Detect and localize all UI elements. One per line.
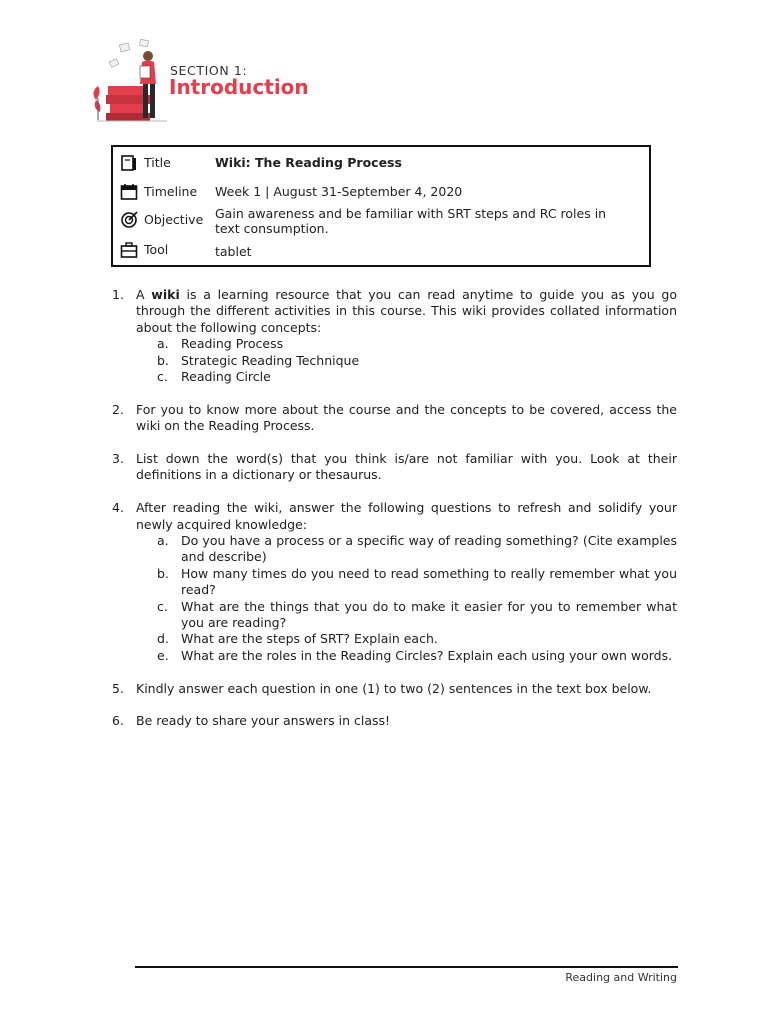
item-number: 3. xyxy=(112,451,124,467)
list-item xyxy=(112,402,677,435)
item-text: Kindly answer each question in one (1) to two (2) sentences in the text box below. xyxy=(136,680,652,696)
item-text: After reading the wiki, answer the following questions to refresh and solidify your newly acquired knowledge: xyxy=(136,500,677,532)
reading-person-illustration xyxy=(92,38,172,124)
item-text: Be ready to share your answers in class! xyxy=(136,713,391,729)
list-item xyxy=(112,681,677,697)
toolbox-icon xyxy=(120,241,138,259)
sub-item: c. Reading Circle xyxy=(157,369,271,385)
item-number: 4. xyxy=(112,500,124,516)
sub-item: e. What are the roles in the Reading Circles? Explain each using your own words. xyxy=(157,647,673,663)
section-title: Introduction xyxy=(169,75,309,99)
target-icon xyxy=(120,211,138,229)
footer-course-name: Reading and Writing xyxy=(565,971,677,984)
list-item xyxy=(112,287,677,385)
sub-item: a. Reading Process xyxy=(157,336,284,352)
sub-item: c. What are the things that you do to make it easier for you to remember what you are reading? xyxy=(157,598,677,631)
sub-item: b. How many times do you need to read something to really remember what you read? xyxy=(157,565,677,598)
list-item xyxy=(112,451,677,484)
info-label: Timeline xyxy=(144,184,198,199)
info-label: Title xyxy=(144,155,171,170)
instructions-list xyxy=(112,287,677,746)
list-item xyxy=(112,713,677,729)
footer-divider xyxy=(135,966,678,968)
section-label: SECTION 1: xyxy=(170,63,248,78)
info-value: Wiki: The Reading Process xyxy=(215,155,402,170)
item-number: 1. xyxy=(112,287,124,302)
item-number: 6. xyxy=(112,713,124,729)
item-number: 5. xyxy=(112,680,124,696)
sub-item: d. What are the steps of SRT? Explain each. xyxy=(157,631,438,647)
item-text: List down the word(s) that you think is/are not familiar with you. Look at their definitions in a dictionary or thesaurus. xyxy=(136,451,677,483)
info-value: Week 1 | August 31-September 4, 2020 xyxy=(215,184,463,199)
list-item xyxy=(112,500,677,664)
item-number: 2. xyxy=(112,401,124,417)
activity-info-box xyxy=(111,145,651,267)
item-text: A wiki is a learning resource that you can read anytime to guide you as you go through the different activities in this course. This wiki provides collated information about the following concepts: xyxy=(136,287,677,335)
info-value: Gain awareness and be familiar with SRT steps and RC roles in text consumption. xyxy=(215,206,607,236)
item-text: For you to know more about the course and the concepts to be covered, access the wiki on the Reading Process. xyxy=(136,401,677,434)
info-label: Tool xyxy=(144,242,169,257)
wiki-term: wiki xyxy=(151,287,180,302)
info-value: tablet xyxy=(215,244,252,259)
sub-item: a. Do you have a process or a specific way of reading something? (Cite examples and describe) xyxy=(157,533,677,565)
calendar-icon xyxy=(120,183,138,201)
section-header xyxy=(92,38,348,124)
sub-item: b. Strategic Reading Technique xyxy=(157,352,360,368)
book-icon xyxy=(120,154,138,172)
info-label: Objective xyxy=(144,212,204,227)
